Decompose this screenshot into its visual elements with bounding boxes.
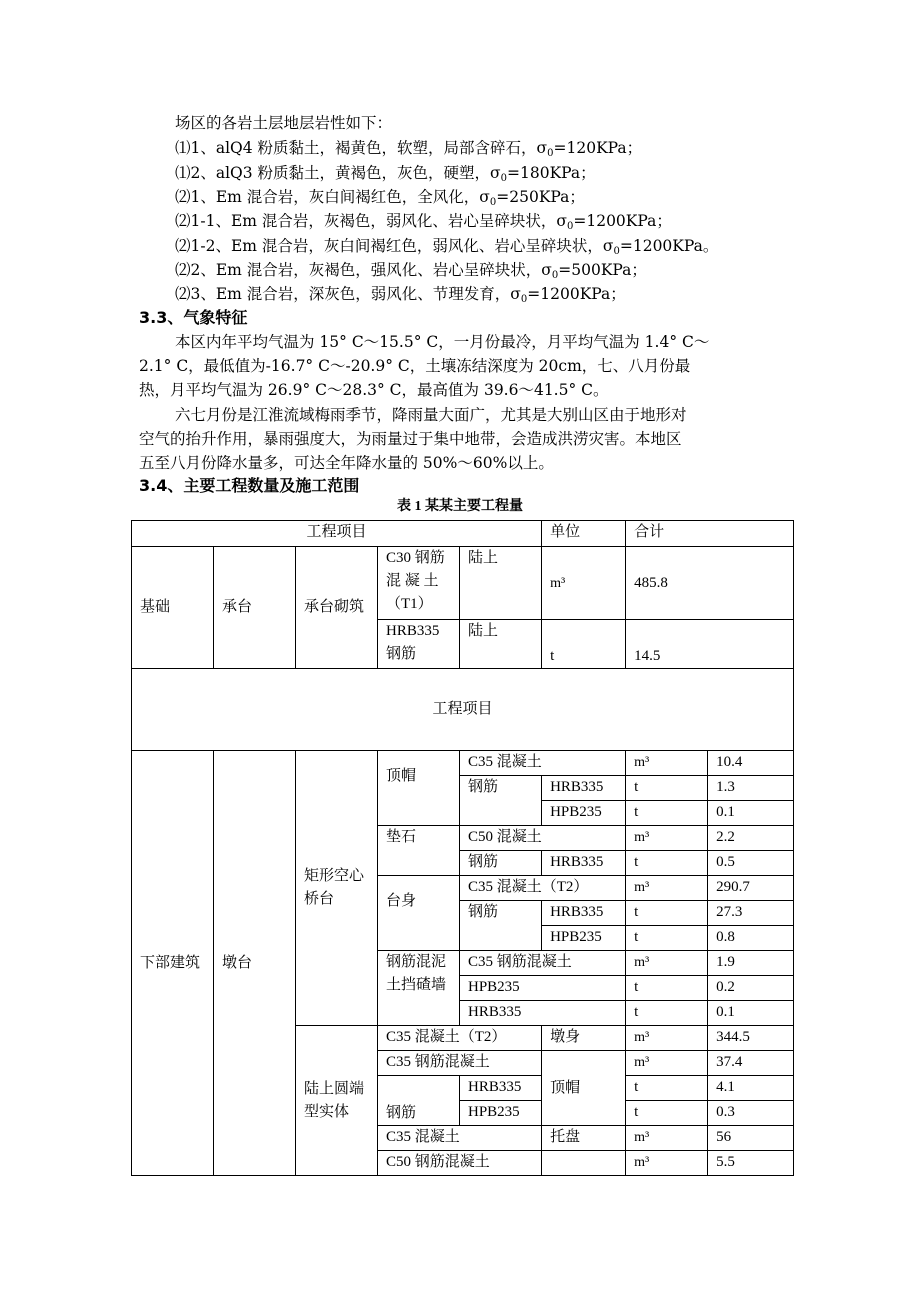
climate-line: 热，月平均气温为 26.9° C～28.3° C，最高值为 39.6～41.5° C。 xyxy=(139,381,609,399)
cell-c35: C35 混凝土 xyxy=(378,1126,542,1151)
cell-unit-t: t xyxy=(626,851,708,876)
cell-unit-t: t xyxy=(626,1076,708,1101)
cell-hrb335: HRB335 xyxy=(460,1076,542,1101)
cell-hrb335-gj: HRB335 钢筋 xyxy=(378,620,460,669)
cell-hpb235: HPB235 xyxy=(460,976,626,1001)
cell-value: 0.3 xyxy=(708,1101,794,1126)
section-heading-climate: 3.3、气象特征 xyxy=(139,308,248,327)
cell-c30: C30 钢筋混 凝 土（T1） xyxy=(378,547,460,620)
cell-unit-t: t xyxy=(626,1101,708,1126)
cell-unit-m3: m³ xyxy=(626,1051,708,1076)
cell-unit-m3: m³ xyxy=(626,826,708,851)
cell-dzq: 钢筋混泥土挡碴墙 xyxy=(378,951,460,1026)
cell-value: 485.8 xyxy=(626,547,794,620)
cell-xbjz: 下部建筑 xyxy=(132,751,214,1176)
cell-c50gj: C50 钢筋混凝土 xyxy=(378,1151,542,1176)
cell-unit-t: t xyxy=(626,901,708,926)
cell-unit-t: t xyxy=(626,776,708,801)
cell-c35t2: C35 混凝土（T2） xyxy=(460,876,626,901)
rain-line: 五至八月份降水量多，可达全年降水量的 50%～60%以上。 xyxy=(139,454,554,472)
cell-c35gj: C35 钢筋混凝土 xyxy=(460,951,626,976)
header-unit: 单位 xyxy=(542,521,626,547)
cell-value: 1.9 xyxy=(708,951,794,976)
stratum-line: ⑵1、Em 混合岩，灰白间褐红色，全风化，$\sigma_0=250KPa$； xyxy=(175,188,585,208)
cell-value: 290.7 xyxy=(708,876,794,901)
cell-value: 2.2 xyxy=(708,826,794,851)
cell-unit-m3: m³ xyxy=(626,1151,708,1176)
cell-unit-t: t xyxy=(626,976,708,1001)
cell-hrb335: HRB335 xyxy=(542,901,626,926)
cell-jichu: 基础 xyxy=(132,547,214,669)
cell-value: 0.8 xyxy=(708,926,794,951)
cell-gangjin: 钢筋 xyxy=(378,1076,460,1126)
cell-unit-m3: m³ xyxy=(626,951,708,976)
cell-duntai: 墩台 xyxy=(214,751,296,1176)
cell-unit-m3: m³ xyxy=(626,876,708,901)
header-item: 工程项目 xyxy=(132,521,542,547)
cell-value: 10.4 xyxy=(708,751,794,776)
cell-hrb335: HRB335 xyxy=(460,1001,626,1026)
strata-intro: 场区的各岩土层地层岩性如下： xyxy=(175,114,393,132)
cell-value: 56 xyxy=(708,1126,794,1151)
rain-line: 空气的抬升作用，暴雨强度大，为雨量过于集中地带，会造成洪涝灾害。本地区 xyxy=(139,430,682,448)
cell-unit-t: t xyxy=(542,620,626,669)
cell-value: 4.1 xyxy=(708,1076,794,1101)
cell-dunshen: 墩身 xyxy=(542,1026,626,1051)
cell-chengtai: 承台 xyxy=(214,547,296,669)
cell-dingmao: 顶帽 xyxy=(378,751,460,826)
cell-empty xyxy=(542,1151,626,1176)
cell-c35gj: C35 钢筋混凝土 xyxy=(378,1051,542,1076)
cell-c35: C35 混凝土 xyxy=(460,751,626,776)
cell-unit-t: t xyxy=(626,1001,708,1026)
cell-lushang: 陆上 xyxy=(460,547,542,620)
cell-dingmao: 顶帽 xyxy=(542,1051,626,1126)
stratum-line: ⑴2、alQ3 粉质黏土，黄褐色，灰色，硬塑，$\sigma_0=180KPa$； xyxy=(175,164,596,184)
quantities-table xyxy=(131,520,794,1176)
table-caption: 表 1 某某主要工程量 xyxy=(397,499,523,514)
header-total: 合计 xyxy=(626,521,794,547)
stratum-line: ⑵1-2、Em 混合岩，灰白间褐红色，弱风化、岩心呈碎块状，$\sigma_0=1200KPa$。 xyxy=(175,237,719,257)
section-heading-quantities: 3.4、主要工程数量及施工范围 xyxy=(139,476,360,495)
cell-gangjin: 钢筋 xyxy=(460,851,542,876)
stratum-line: ⑵1-1、Em 混合岩，灰褐色，弱风化、岩心呈碎块状，$\sigma_0=1200KPa$； xyxy=(175,212,672,232)
cell-value: 5.5 xyxy=(708,1151,794,1176)
cell-gangjin: 钢筋 xyxy=(460,776,542,826)
cell-gangjin: 钢筋 xyxy=(460,901,542,951)
cell-value: 1.3 xyxy=(708,776,794,801)
cell-value: 0.2 xyxy=(708,976,794,1001)
cell-unit-m3: m³ xyxy=(626,1026,708,1051)
cell-unit-m3: m³ xyxy=(542,547,626,620)
cell-taishen: 台身 xyxy=(378,876,460,951)
cell-value: 27.3 xyxy=(708,901,794,926)
climate-line: 2.1° C，最低值为-16.7° C～-20.9° C，土壤冻结深度为 20cm，七、八月份最 xyxy=(139,357,691,375)
cell-hpb235: HPB235 xyxy=(542,801,626,826)
cell-value: 0.5 xyxy=(708,851,794,876)
cell-unit-m3: m³ xyxy=(626,751,708,776)
section-item-row: 工程项目 xyxy=(132,669,794,751)
cell-unit-m3: m³ xyxy=(626,1126,708,1151)
cell-value: 0.1 xyxy=(708,801,794,826)
cell-lsyd: 陆上圆端型实体 xyxy=(296,1026,378,1176)
cell-chengtai-qz: 承台砌筑 xyxy=(296,547,378,669)
climate-line: 本区内年平均气温为 15° C～15.5° C，一月份最冷，月平均气温为 1.4° C～ xyxy=(175,333,710,351)
cell-hpb235: HPB235 xyxy=(460,1101,542,1126)
cell-hpb235: HPB235 xyxy=(542,926,626,951)
cell-c50: C50 混凝土 xyxy=(460,826,626,851)
cell-unit-t: t xyxy=(626,801,708,826)
cell-tuopan: 托盘 xyxy=(542,1126,626,1151)
rain-line: 六七月份是江淮流域梅雨季节，降雨量大面广，尤其是大别山区由于地形对 xyxy=(175,406,687,424)
cell-dianshi: 垫石 xyxy=(378,826,460,876)
stratum-line: ⑵2、Em 混合岩，灰褐色，强风化、岩心呈碎块状，$\sigma_0=500KPa$； xyxy=(175,261,647,281)
cell-value: 14.5 xyxy=(626,620,794,669)
stratum-line: ⑴1、alQ4 粉质黏土，褐黄色，软塑，局部含碎石，$\sigma_0=120KPa$； xyxy=(175,139,643,159)
cell-lushang: 陆上 xyxy=(460,620,542,669)
cell-value: 0.1 xyxy=(708,1001,794,1026)
stratum-line: ⑵3、Em 混合岩，深灰色，弱风化、节理发育，$\sigma_0=1200KPa$； xyxy=(175,285,626,305)
cell-hrb335: HRB335 xyxy=(542,851,626,876)
cell-value: 344.5 xyxy=(708,1026,794,1051)
cell-unit-t: t xyxy=(626,926,708,951)
cell-hrb335: HRB335 xyxy=(542,776,626,801)
cell-value: 37.4 xyxy=(708,1051,794,1076)
cell-c35t2: C35 混凝土（T2） xyxy=(378,1026,542,1051)
cell-jxkx: 矩形空心桥台 xyxy=(296,751,378,1026)
